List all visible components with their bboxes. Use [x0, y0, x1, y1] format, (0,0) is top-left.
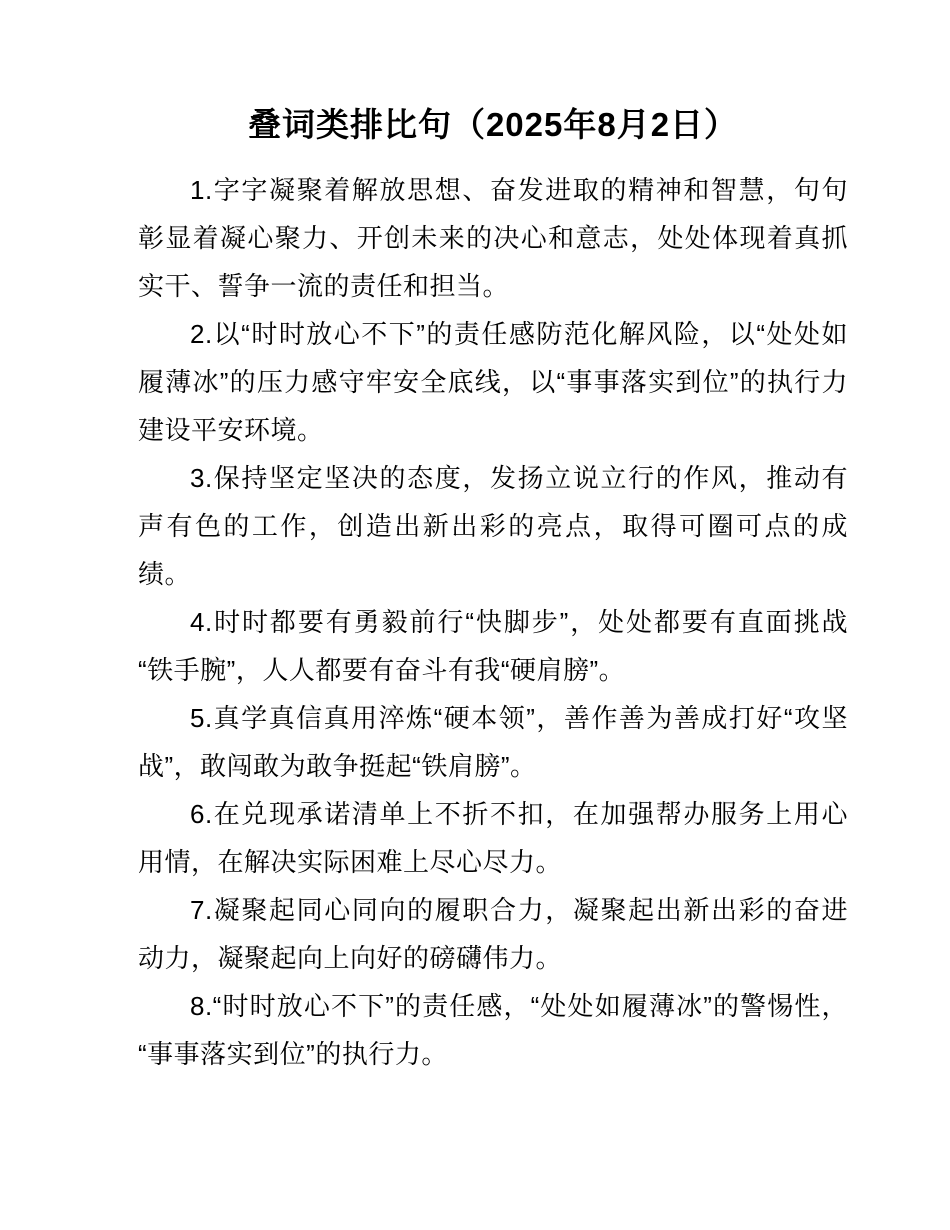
paragraph: 7.凝聚起同心同向的履职合力，凝聚起出新出彩的奋进动力，凝聚起向上向好的磅礴伟力。	[138, 895, 848, 973]
paragraph: 4.时时都要有勇毅前行“快脚步”，处处都要有直面挑战“铁手腕”，人人都要有奋斗有我“硬肩膀”。	[138, 607, 848, 685]
paragraph: 3.保持坚定坚决的态度，发扬立说立行的作风，推动有声有色的工作，创造出新出彩的亮点，取得可圈可点的成绩。	[138, 463, 848, 589]
document-body	[138, 166, 848, 1078]
paragraph: 8.“时时放心不下”的责任感，“处处如履薄冰”的警惕性，“事事落实到位”的执行力。	[138, 991, 848, 1069]
paragraph: 5.真学真信真用淬炼“硬本领”，善作善为善成打好“攻坚战”，敢闯敢为敢争挺起“铁肩膀”。	[138, 703, 848, 781]
document-title: 叠词类排比句（2025年8月2日）	[247, 106, 739, 143]
paragraph: 1.字字凝聚着解放思想、奋发进取的精神和智慧，句句彰显着凝心聚力、开创未来的决心和意志，处处体现着真抓实干、誓争一流的责任和担当。	[138, 175, 848, 301]
paragraph: 6.在兑现承诺清单上不折不扣，在加强帮办服务上用心用情，在解决实际困难上尽心尽力。	[138, 799, 848, 877]
paragraph: 2.以“时时放心不下”的责任感防范化解风险，以“处处如履薄冰”的压力感守牢安全底线，以“事事落实到位”的执行力建设平安环境。	[138, 319, 848, 445]
